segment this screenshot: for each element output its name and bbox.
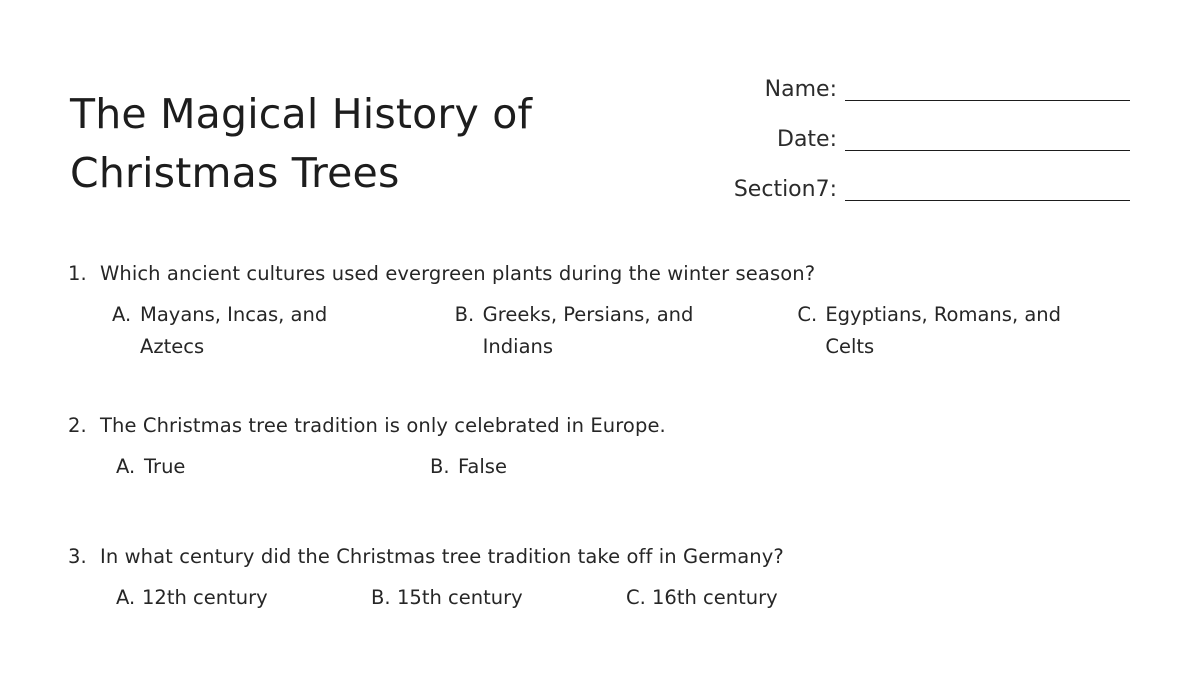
question-text: The Christmas tree tradition is only celebrated in Europe. xyxy=(100,414,666,438)
option-letter: C. xyxy=(626,585,646,609)
answer-option[interactable] xyxy=(455,299,798,362)
option-text: True xyxy=(144,455,186,479)
date-field-label: Date: xyxy=(777,127,837,152)
question-item xyxy=(68,414,1140,483)
question-prompt xyxy=(68,414,1140,437)
option-letter: B. xyxy=(454,303,475,326)
answer-option[interactable] xyxy=(112,299,455,362)
section-field-label: Section7: xyxy=(733,177,837,202)
option-text: Mayans, Incas, and Aztecs xyxy=(140,303,328,358)
name-input[interactable] xyxy=(845,74,1130,101)
answer-option[interactable] xyxy=(797,299,1140,362)
section-input[interactable] xyxy=(845,174,1130,201)
question-prompt xyxy=(68,545,1140,568)
answer-options xyxy=(68,451,1140,483)
question-prompt xyxy=(68,262,1140,285)
page-title-line-2: Christmas Trees xyxy=(70,148,400,197)
page-title xyxy=(70,85,532,201)
option-letter: C. xyxy=(797,303,818,326)
option-text: 12th century xyxy=(142,585,268,609)
answer-option[interactable] xyxy=(116,582,371,614)
answer-option[interactable] xyxy=(116,451,430,483)
question-number: 2. xyxy=(68,414,87,438)
option-letter: A. xyxy=(116,585,136,609)
worksheet-header xyxy=(70,58,1130,229)
student-info-fields xyxy=(720,74,1130,224)
question-number: 1. xyxy=(68,262,87,285)
name-field-row xyxy=(720,74,1130,101)
section-field-row xyxy=(720,174,1130,201)
option-text: 16th century xyxy=(652,585,778,609)
answer-option[interactable] xyxy=(430,451,744,483)
option-letter: B. xyxy=(430,455,450,479)
question-item xyxy=(68,545,1140,614)
answer-option[interactable] xyxy=(626,582,881,614)
date-field-row xyxy=(720,124,1130,151)
option-text: False xyxy=(458,455,507,479)
option-text: 15th century xyxy=(397,585,523,609)
option-letter: A. xyxy=(112,303,132,326)
option-text: Greeks, Persians, and Indians xyxy=(482,303,694,358)
question-number: 3. xyxy=(68,544,87,568)
option-letter: B. xyxy=(371,585,391,609)
question-text: In what century did the Christmas tree tradition take off in Germany? xyxy=(100,544,784,568)
date-input[interactable] xyxy=(845,124,1130,151)
questions-list xyxy=(68,262,1140,635)
name-field-label: Name: xyxy=(764,77,837,102)
question-spacer xyxy=(68,384,1140,414)
answer-options xyxy=(68,582,1140,614)
page-title-line-1: The Magical History of xyxy=(70,90,533,139)
answer-option[interactable] xyxy=(371,582,626,614)
answer-options xyxy=(68,299,1140,362)
option-letter: A. xyxy=(116,455,136,479)
question-text: Which ancient cultures used evergreen plants during the winter season? xyxy=(100,262,816,285)
question-item xyxy=(68,262,1140,362)
option-text: Egyptians, Romans, and Celts xyxy=(825,303,1062,358)
question-spacer xyxy=(68,505,1140,545)
